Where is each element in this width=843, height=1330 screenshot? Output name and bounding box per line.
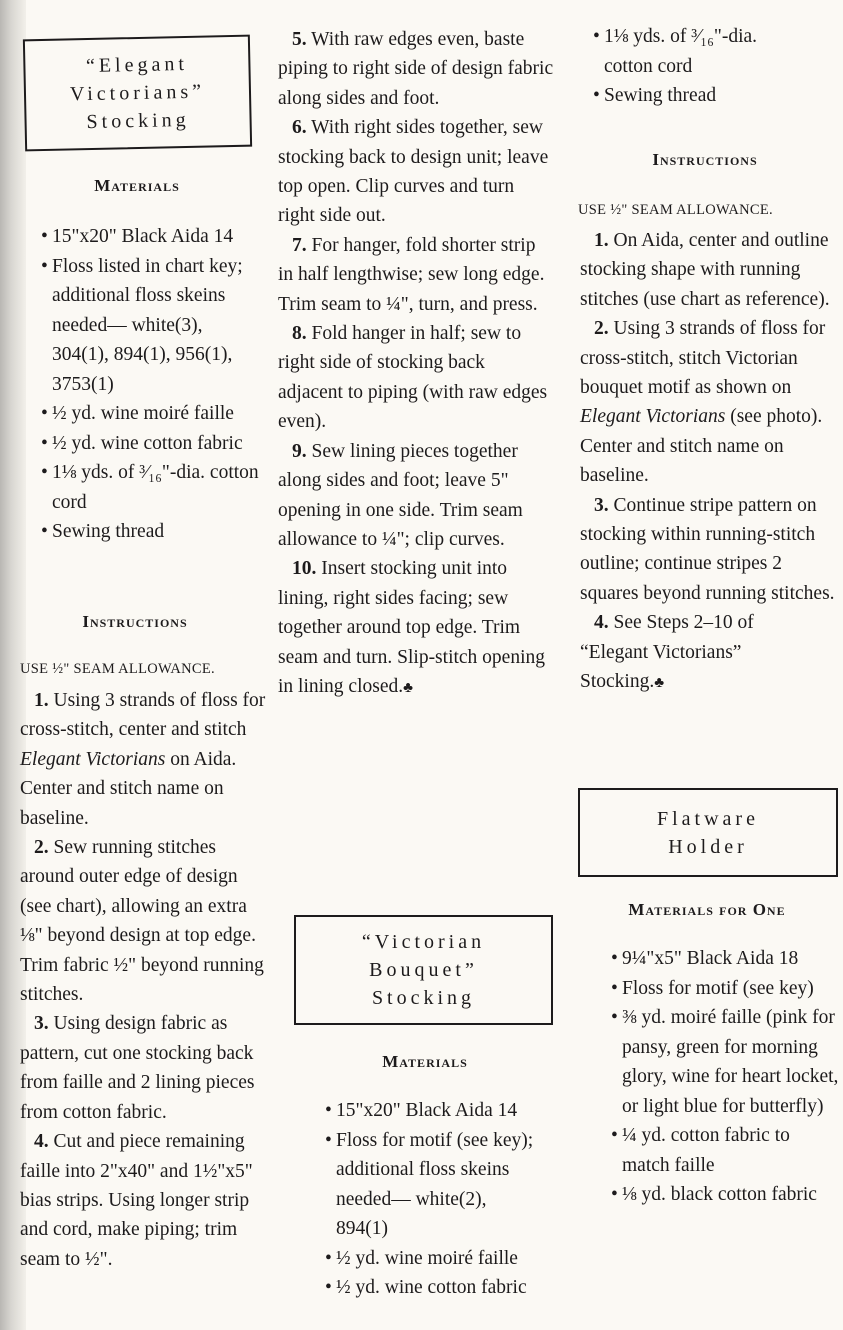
seam-allowance-note: USE ½" SEAM ALLOWANCE.	[20, 661, 215, 677]
step: 8. Fold hanger in half; sew to right side of stocking back adjacent to piping (with raw edges even).	[278, 323, 548, 433]
end-mark-icon: ♣	[403, 679, 413, 696]
flatware-materials-list	[602, 944, 840, 1210]
step: 2. Using 3 strands of floss for cross-stitch, stitch Victorian bouquet motif as shown on Elegant Victorians (see photo). Center and stitch name on baseline.	[580, 318, 826, 487]
materials-list	[32, 222, 272, 547]
end-mark-icon: ♣	[654, 675, 665, 692]
step: 1. Using 3 strands of floss for cross-stitch, center and stitch Elegant Victorians on Aida. Center and stitch name on baseline.	[20, 690, 266, 829]
list-item: • ¼ yd. cotton fabric to match faille	[602, 1121, 840, 1180]
bouquet-steps	[580, 226, 842, 699]
list-item: • ⅜ yd. moiré faille (pink for pansy, green for morning glory, wine for heart locket, or light blue for butterfly)	[602, 1003, 840, 1121]
step: 1. On Aida, center and outline stocking shape with running stitches (use chart as reference).	[580, 230, 830, 310]
title-line: Stocking	[86, 108, 190, 134]
elegant-victorians-title-box	[23, 35, 252, 152]
victorian-bouquet-title-box	[294, 915, 553, 1025]
step: 4. Cut and piece remaining faille into 2"x40" and 1½"x5" bias strips. Using longer strip and cord, make piping; trim seam to ½".	[20, 1131, 253, 1270]
title-line: Flatware	[657, 807, 759, 830]
list-item: • ½ yd. wine cotton fabric	[32, 429, 272, 459]
materials-list	[316, 1096, 561, 1303]
list-item: • 9¼"x5" Black Aida 18	[602, 944, 840, 974]
materials-heading: Materials	[382, 1052, 468, 1071]
step: 2. Sew running stitches around outer edge of design (see chart), allowing an extra ⅛" beyond design at top edge. Trim fabric ½" beyond running stitches.	[20, 837, 264, 1006]
instructions-heading: Instructions	[652, 150, 758, 169]
list-item: • ½ yd. wine moiré faille	[32, 399, 272, 429]
list-item: • 15"x20" Black Aida 14	[32, 222, 272, 252]
title-line: “Elegant	[85, 52, 189, 78]
materials-list-continued	[584, 22, 824, 111]
list-item: • Sewing thread	[32, 517, 272, 547]
list-item: • ½ yd. wine cotton fabric	[316, 1273, 561, 1303]
title-line: Holder	[668, 835, 748, 858]
step: 10. Insert stocking unit into lining, right sides facing; sew together around top edge. Trim seam and turn. Slip-stitch opening in lining closed.♣	[278, 558, 546, 697]
step: 9. Sew lining pieces together along sides and foot; leave 5" opening in one side. Trim seam allowance to ¼"; clip curves.	[278, 440, 523, 550]
title-line: Bouquet”	[369, 959, 478, 981]
steps-5-10	[278, 25, 554, 703]
steps-1-4	[20, 686, 266, 1274]
materials-for-one-heading: Materials for One	[628, 900, 786, 919]
step: 3. Continue stripe pattern on stocking within running-stitch outline; continue stripes 2 squares beyond running stitches.	[580, 494, 835, 604]
instructions-heading: Instructions	[82, 612, 188, 631]
list-item: • 1⅛ yds. of ³⁄₁₆"-dia. cotton cord	[32, 458, 272, 517]
list-item: • Floss listed in chart key; additional floss skeins needed— white(3), 304(1), 894(1), 956(1), 3753(1)	[32, 252, 272, 400]
list-item: • Floss for motif (see key); additional floss skeins needed— white(2), 894(1)	[316, 1126, 561, 1244]
step: 5. With raw edges even, baste piping to right side of design fabric along sides and foot.	[278, 29, 554, 109]
list-item: • 15"x20" Black Aida 14	[316, 1096, 561, 1126]
title-line: “Victorian	[361, 931, 486, 953]
list-item: • 1⅛ yds. of ³⁄₁₆"-dia. cotton cord	[584, 22, 824, 81]
list-item: • ⅛ yd. black cotton fabric	[602, 1180, 840, 1210]
list-item: • ½ yd. wine moiré faille	[316, 1244, 561, 1274]
title-line: Stocking	[371, 987, 476, 1009]
list-item: • Sewing thread	[584, 81, 824, 111]
list-item: • Floss for motif (see key)	[602, 974, 840, 1004]
step: 3. Using design fabric as pattern, cut one stocking back from faille and 2 lining pieces from cotton fabric.	[20, 1013, 255, 1123]
seam-allowance-note: USE ½" SEAM ALLOWANCE.	[578, 202, 773, 218]
step: 7. For hanger, fold shorter strip in half lengthwise; sew long edge. Trim seam to ¼", turn, and press.	[278, 234, 545, 315]
materials-heading: Materials	[94, 176, 180, 195]
title-line: Victorians”	[69, 80, 206, 106]
step: 4. See Steps 2–10 of “Elegant Victorians” Stocking.♣	[580, 612, 754, 693]
step: 6. With right sides together, sew stocking back to design unit; leave top open. Clip curves and turn right side out.	[278, 117, 549, 227]
flatware-holder-title-box	[578, 788, 838, 877]
